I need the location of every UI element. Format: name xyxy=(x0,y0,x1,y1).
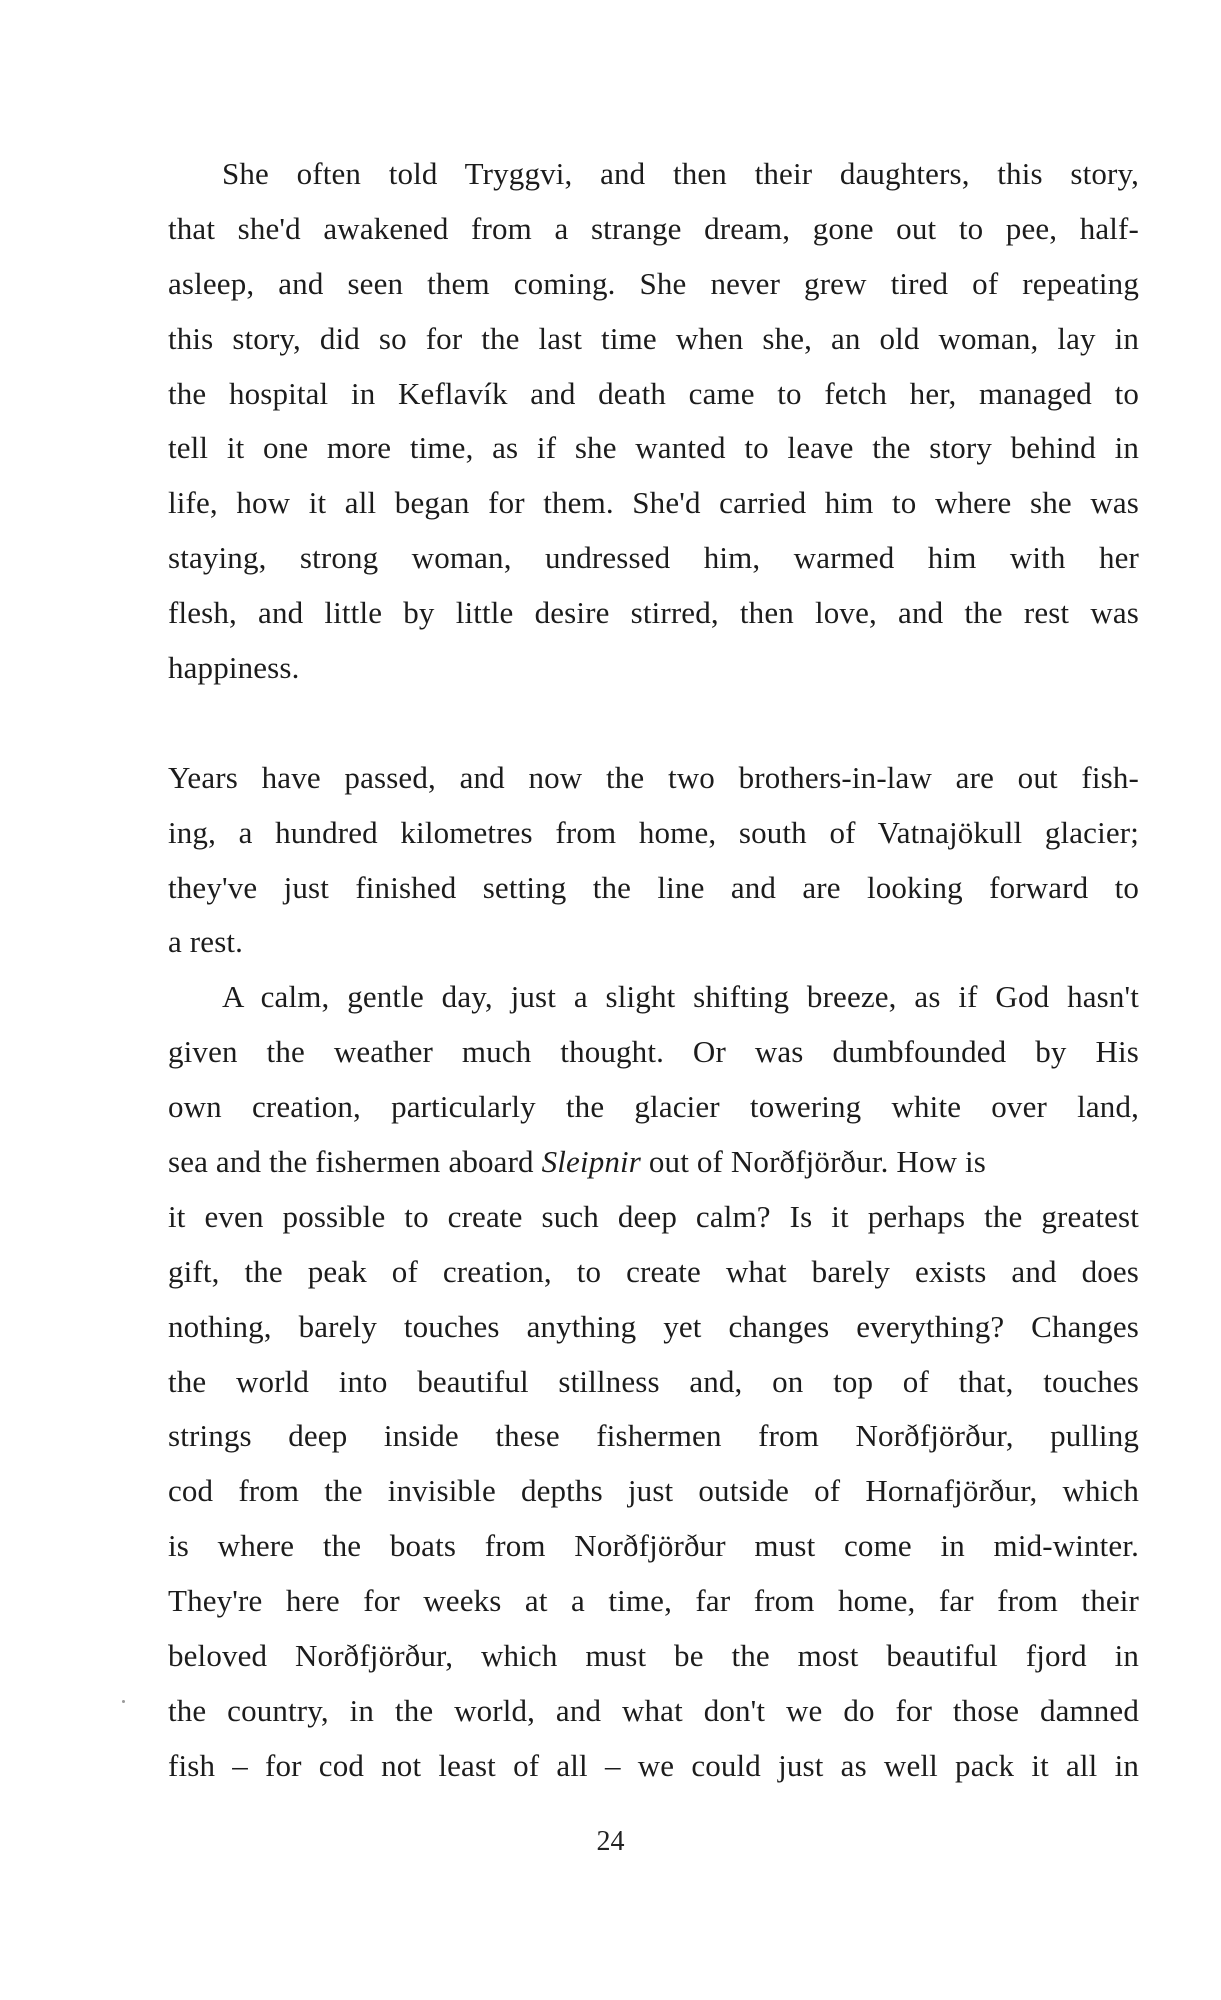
section-break xyxy=(168,696,1139,751)
text-line: fish – for cod not least of all – we could just as well pack it all in xyxy=(168,1747,1139,1783)
paragraph-2 xyxy=(168,751,1139,971)
text-line: the world into beautiful stillness and, on top of that, touches xyxy=(168,1363,1139,1399)
text-line: tell it one more time, as if she wanted to leave the story behind in xyxy=(168,430,1139,466)
text-line: given the weather much thought. Or was dumbfounded by His xyxy=(168,1034,1139,1070)
text-line: gift, the peak of creation, to create what barely exists and does xyxy=(168,1253,1139,1289)
text-segment: out of Norðfjörður. How is xyxy=(641,1144,987,1180)
text-line: nothing, barely touches anything yet changes everything? Changes xyxy=(168,1308,1139,1344)
text-line-with-italic xyxy=(168,1135,1139,1190)
text-line: staying, strong woman, undressed him, warmed him with her xyxy=(168,540,1139,576)
boat-name: Sleipnir xyxy=(541,1144,641,1180)
margin-speck xyxy=(122,1700,125,1703)
text-line: a rest. xyxy=(168,924,244,960)
text-line: it even possible to create such deep calm? Is it perhaps the greatest xyxy=(168,1198,1139,1234)
text-line: life, how it all began for them. She'd carried him to where she was xyxy=(168,485,1139,521)
text-line: this story, did so for the last time when she, an old woman, lay in xyxy=(168,320,1139,356)
text-line: they've just finished setting the line and are looking forward to xyxy=(168,869,1139,905)
text-line: ing, a hundred kilometres from home, south of Vatnajökull glacier; xyxy=(168,814,1139,850)
page-number: 24 xyxy=(596,1826,625,1857)
body-text xyxy=(168,147,1139,1794)
text-line: is where the boats from Norðfjörður must come in mid-winter. xyxy=(168,1528,1139,1564)
text-line: Years have passed, and now the two brothers-in-law are out fish- xyxy=(168,759,1139,795)
text-line: beloved Norðfjörður, which must be the most beautiful fjord in xyxy=(168,1638,1139,1674)
text-segment: sea and the fishermen aboard xyxy=(168,1144,542,1180)
text-line: asleep, and seen them coming. She never grew tired of repeating xyxy=(168,265,1139,301)
text-line: the country, in the world, and what don't we do for those damned xyxy=(168,1692,1139,1728)
text-line: cod from the invisible depths just outside of Hornafjörður, which xyxy=(168,1473,1139,1509)
text-line: happiness. xyxy=(168,650,300,686)
text-line: flesh, and little by little desire stirred, then love, and the rest was xyxy=(168,595,1139,631)
text-line: A calm, gentle day, just a slight shifting breeze, as if God hasn't xyxy=(222,979,1139,1015)
paragraph-1 xyxy=(168,147,1139,696)
text-line: the hospital in Keflavík and death came to fetch her, managed to xyxy=(168,375,1139,411)
text-line: She often told Tryggvi, and then their daughters, this story, xyxy=(222,156,1139,191)
text-line: own creation, particularly the glacier towering white over land, xyxy=(168,1089,1139,1125)
text-line: that she'd awakened from a strange dream, gone out to pee, half- xyxy=(168,210,1139,246)
text-line: They're here for weeks at a time, far from home, far from their xyxy=(168,1583,1139,1619)
text-line: strings deep inside these fishermen from Norðfjörður, pulling xyxy=(168,1418,1139,1454)
paragraph-3 xyxy=(168,970,1139,1793)
